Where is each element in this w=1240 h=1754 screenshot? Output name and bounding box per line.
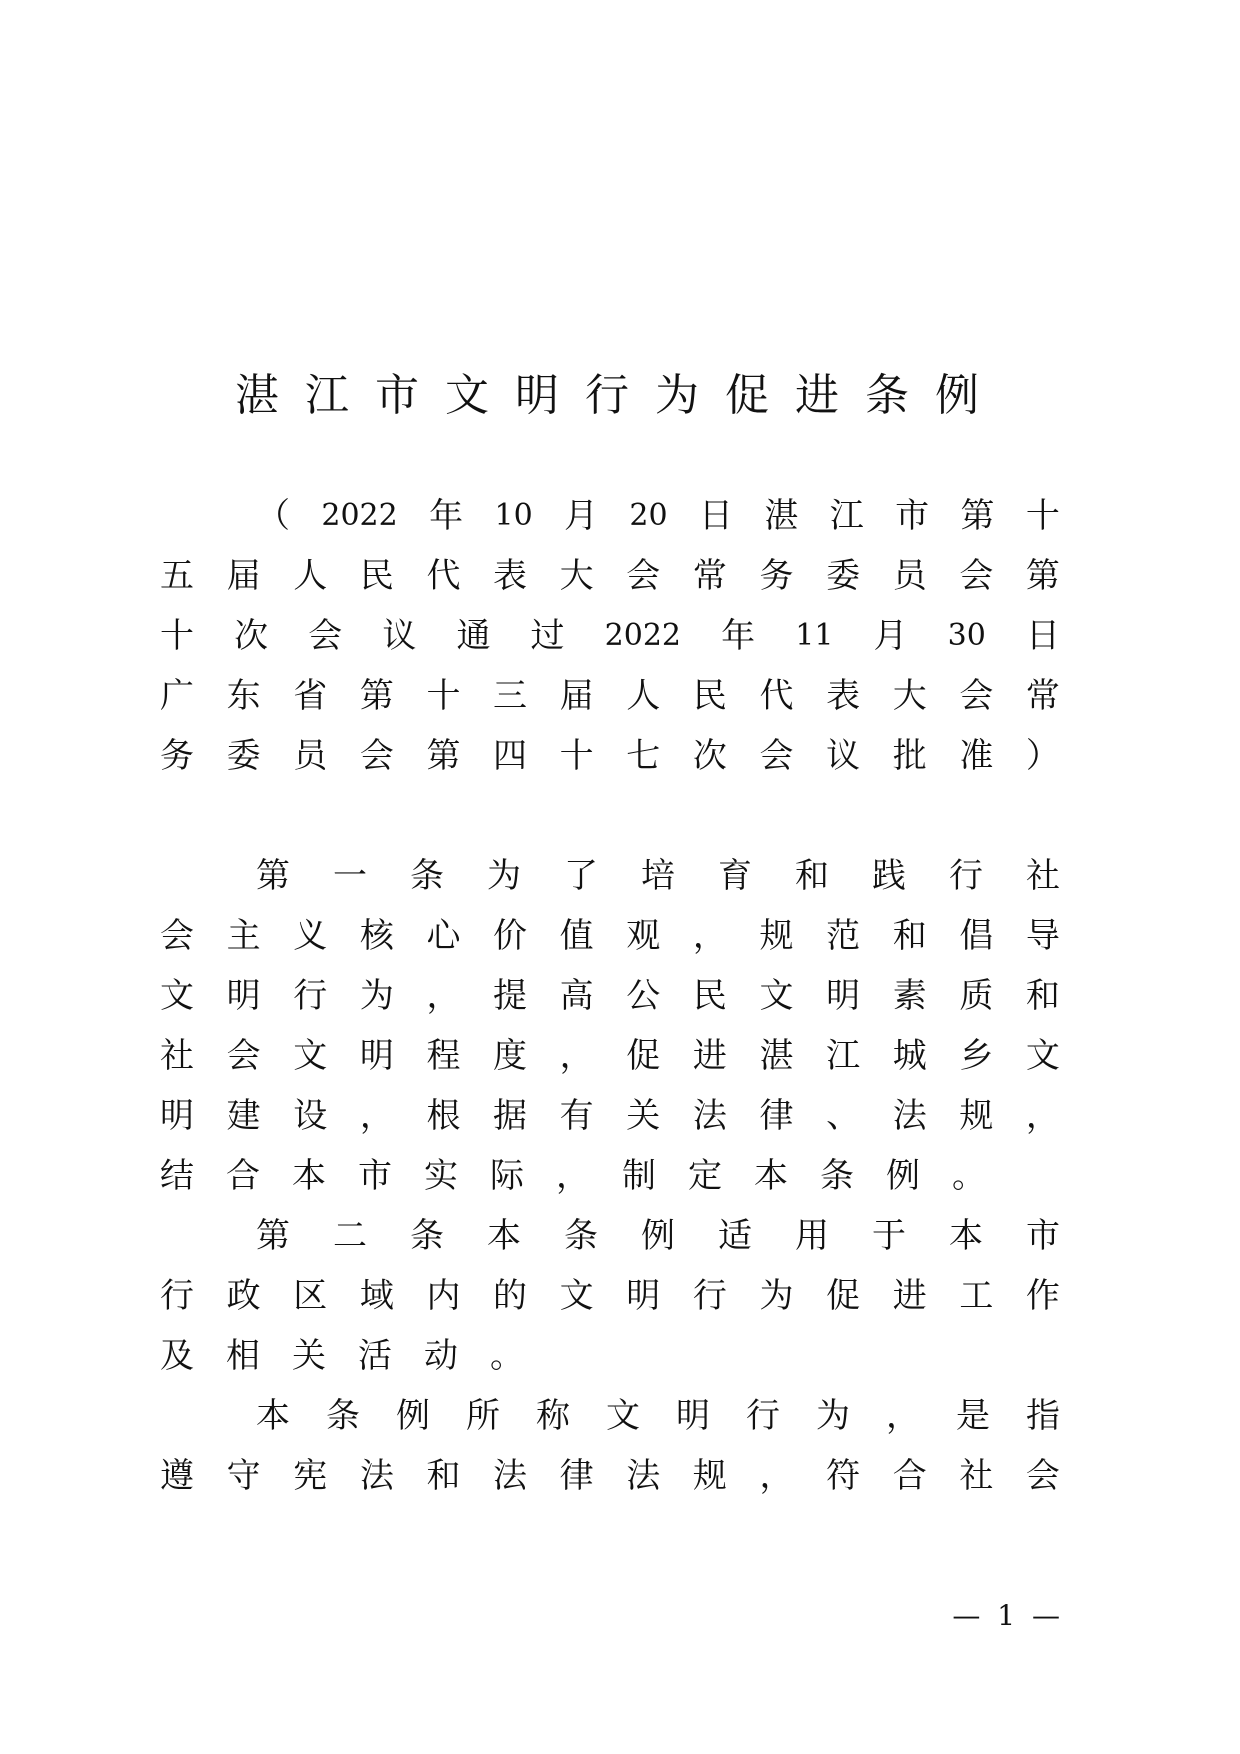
article-line: 遵 守 宪 法 和 法 律 法 规 ， 符 合 社 会 xyxy=(160,1456,1060,1496)
article-line: 第 二 条 本 条 例 适 用 于 本 市 xyxy=(256,1216,1060,1256)
article-line: 本 条 例 所 称 文 明 行 为 ， 是 指 xyxy=(256,1396,1060,1436)
article-line: 社 会 文 明 程 度 ， 促 进 湛 江 城 乡 文 xyxy=(160,1036,1060,1076)
article-line: 会 主 义 核 心 价 值 观 ， 规 范 和 倡 导 xyxy=(160,916,1060,956)
document-title: 湛江市文明行为促进条例 xyxy=(235,370,1005,421)
preamble-line: 五 届 人 民 代 表 大 会 常 务 委 员 会 第 xyxy=(160,556,1060,596)
article-line: 明 建 设 ， 根 据 有 关 法 律 、 法 规 ， xyxy=(160,1096,1060,1136)
article-line: 文 明 行 为 ， 提 高 公 民 文 明 素 质 和 xyxy=(160,976,1060,1016)
preamble-line: 务 委 员 会 第 四 十 七 次 会 议 批 准 ） xyxy=(160,736,1060,776)
article-line: 及 相 关 活 动 。 xyxy=(160,1336,524,1376)
page-number: — 1 — xyxy=(952,1599,1064,1632)
preamble-line: （ 2022 年 10 月 20 日 湛 江 市 第 十 xyxy=(256,496,1060,536)
preamble-line: 广 东 省 第 十 三 届 人 民 代 表 大 会 常 xyxy=(160,676,1060,716)
preamble-line: 十 次 会 议 通 过 2022 年 11 月 30 日 xyxy=(160,616,1060,656)
article-line: 结 合 本 市 实 际 ， 制 定 本 条 例 。 xyxy=(160,1156,986,1196)
article-line: 第 一 条 为 了 培 育 和 践 行 社 xyxy=(256,856,1060,896)
article-line: 行 政 区 域 内 的 文 明 行 为 促 进 工 作 xyxy=(160,1276,1060,1316)
